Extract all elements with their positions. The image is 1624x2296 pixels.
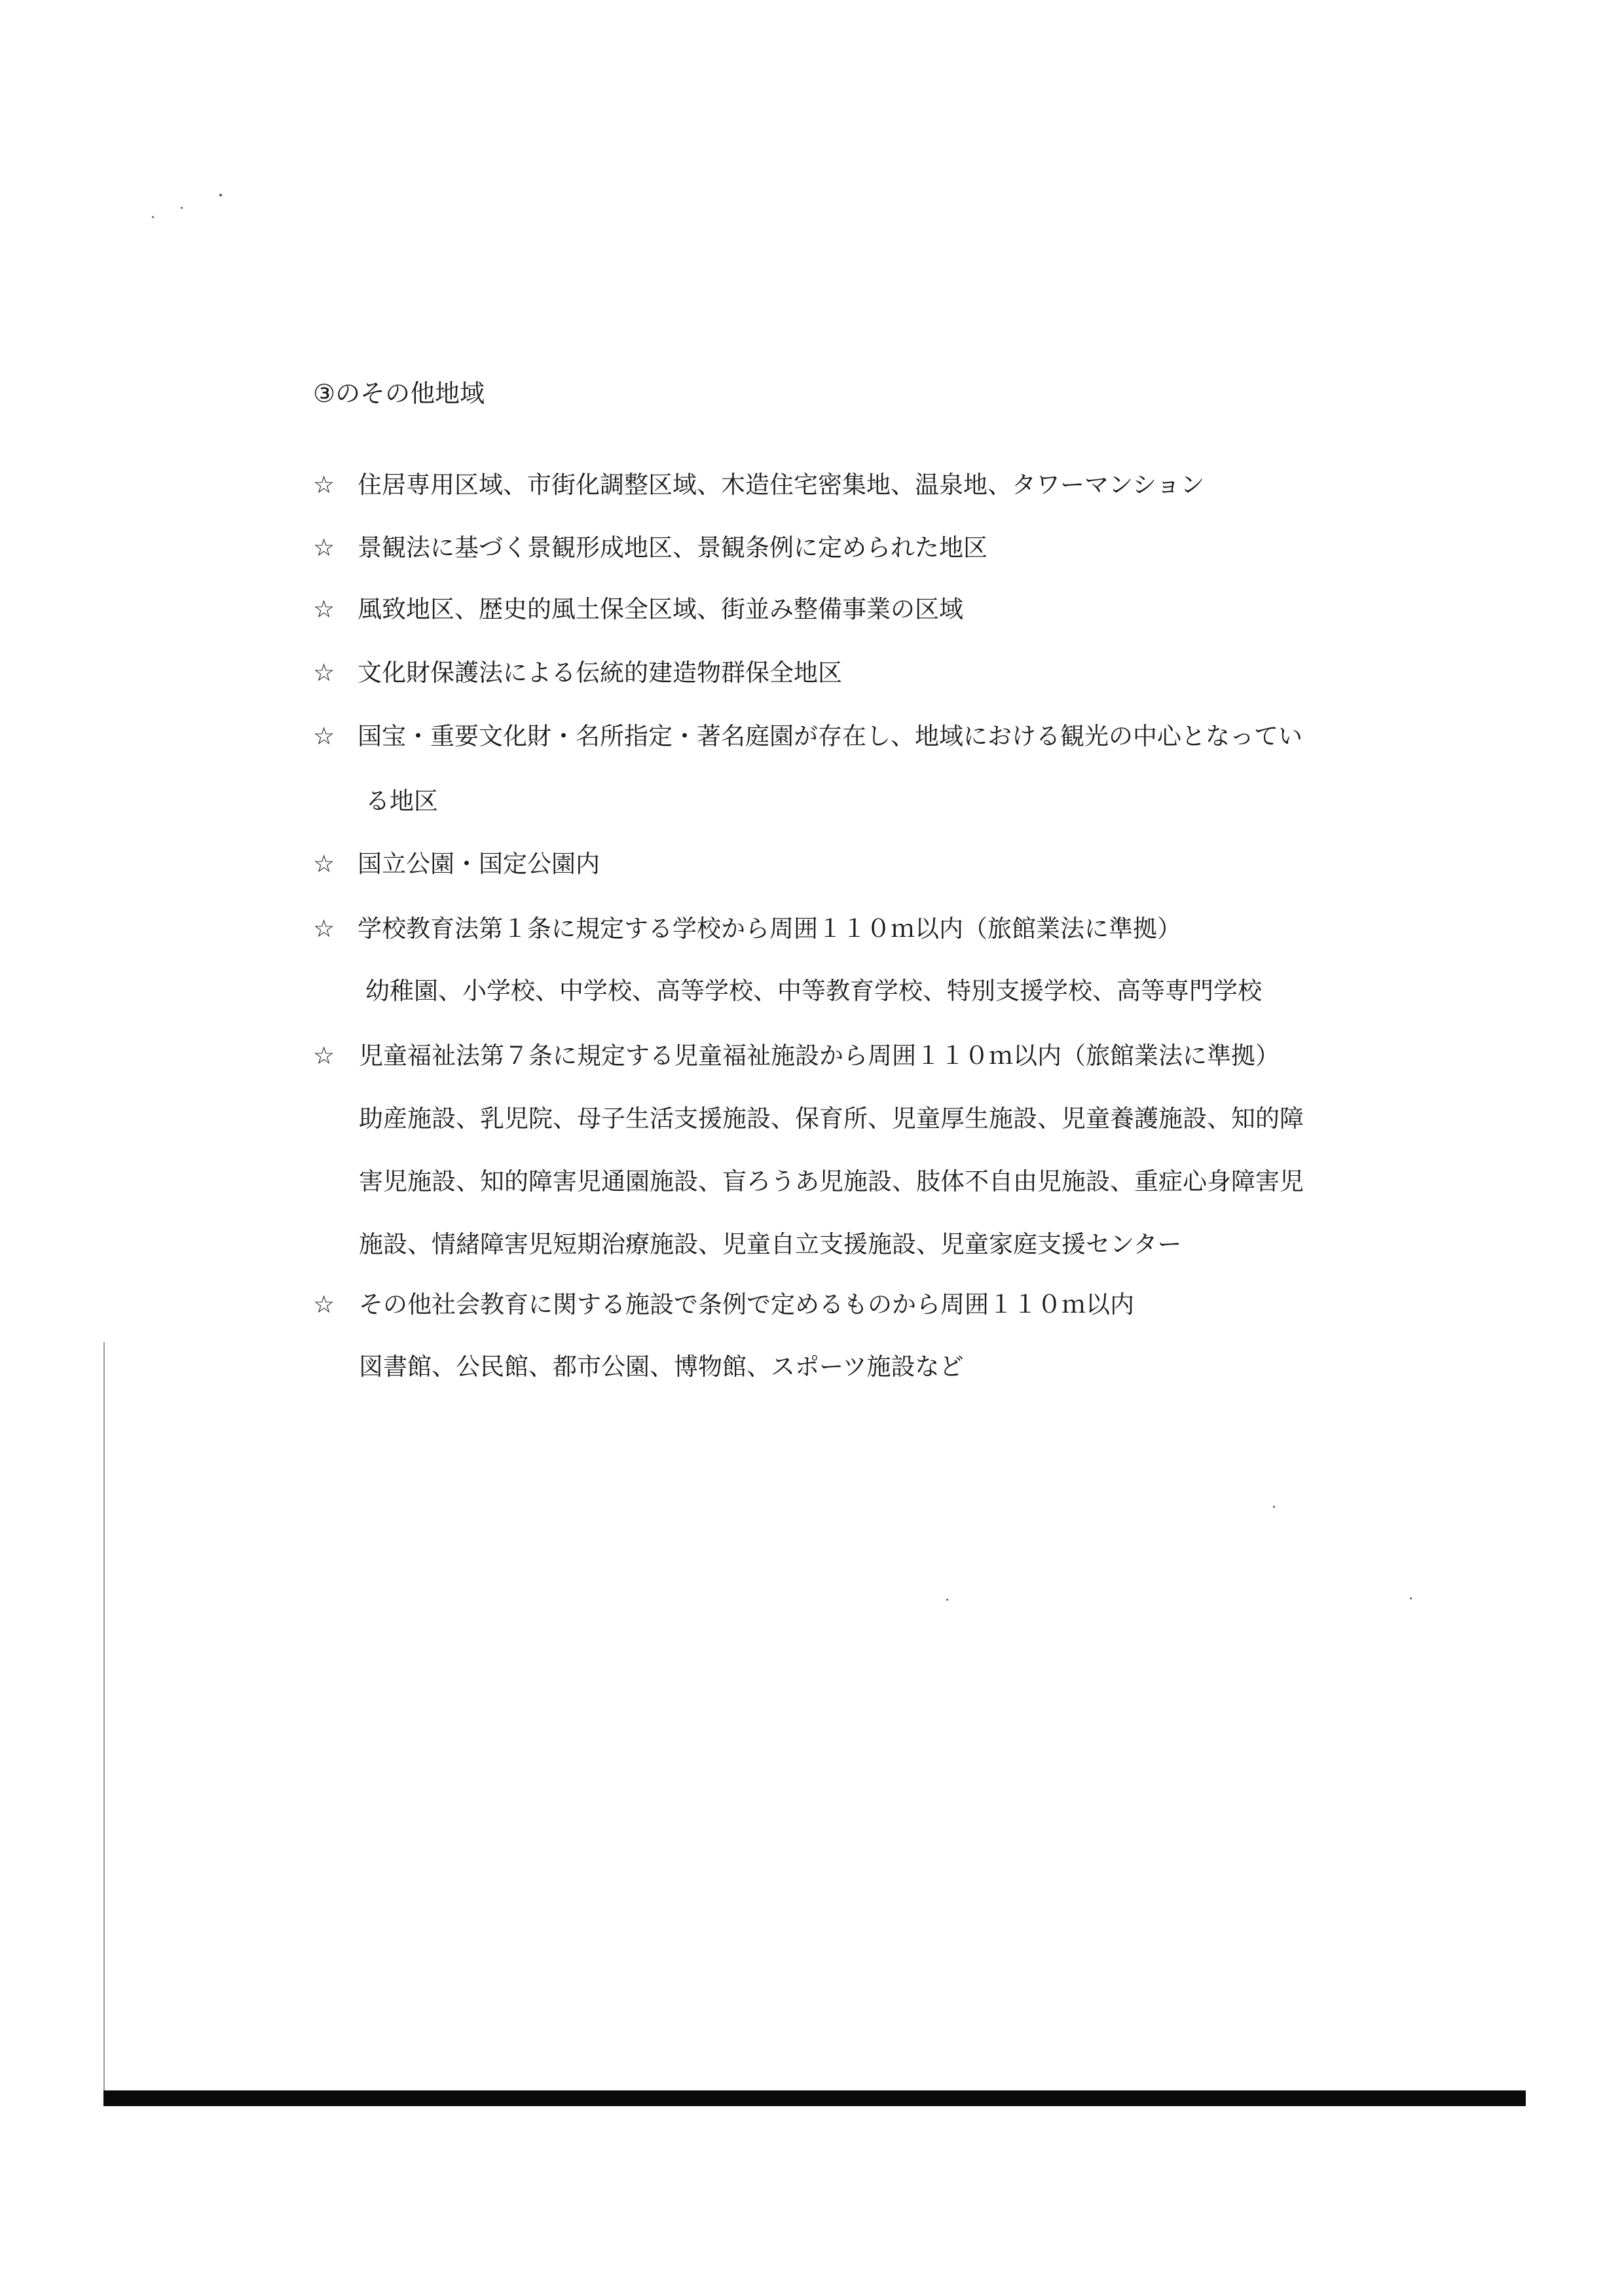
scan-speck xyxy=(1273,1506,1275,1508)
page-bottom-bar xyxy=(103,2090,1526,2106)
star-icon: ☆ xyxy=(313,722,335,750)
star-icon: ☆ xyxy=(313,534,335,562)
page-left-edge-rule xyxy=(103,1342,105,2092)
scan-speck xyxy=(1410,1597,1412,1599)
list-item xyxy=(313,1288,1134,1322)
list-item-detail: 施設、情緒障害児短期治療施設、児童自立支援施設、児童家庭支援センター xyxy=(359,1230,1182,1258)
list-item-continuation: る地区 xyxy=(365,787,438,815)
list-item xyxy=(313,1039,1280,1073)
list-item xyxy=(313,847,600,881)
star-icon: ☆ xyxy=(313,850,335,878)
list-item xyxy=(313,720,1302,754)
list-item-detail: 助産施設、乳児院、母子生活支援施設、保育所、児童厚生施設、児童養護施設、知的障 xyxy=(359,1104,1304,1133)
list-item-detail: 幼稚園、小学校、中学校、高等学校、中等教育学校、特別支援学校、高等専門学校 xyxy=(365,977,1262,1005)
list-item-text: 景観法に基づく景観形成地区、景観条例に定められた地区 xyxy=(358,534,987,562)
list-item-text: 国宝・重要文化財・名所指定・著名庭園が存在し、地域における観光の中心となってい xyxy=(358,722,1302,750)
star-icon: ☆ xyxy=(313,1042,335,1070)
star-icon: ☆ xyxy=(313,1290,335,1319)
list-item-detail: 害児施設、知的障害児通園施設、盲ろうあ児施設、肢体不自由児施設、重症心身障害児 xyxy=(359,1167,1304,1195)
list-item-text: 風致地区、歴史的風土保全区域、街並み整備事業の区域 xyxy=(358,595,963,623)
list-item-detail: 図書館、公民館、都市公園、博物館、スポーツ施設など xyxy=(359,1353,964,1381)
list-item-text: 住居専用区域、市街化調整区域、木造住宅密集地、温泉地、タワーマンション xyxy=(358,471,1205,499)
scan-speck xyxy=(946,1599,948,1601)
list-item-text: 児童福祉法第７条に規定する児童福祉施設から周囲１１０ｍ以内（旅館業法に準拠） xyxy=(359,1042,1280,1070)
list-item xyxy=(313,912,1181,946)
scan-speck xyxy=(152,216,154,218)
list-item xyxy=(313,656,842,690)
scan-speck xyxy=(219,194,222,196)
list-item-text: 学校教育法第１条に規定する学校から周囲１１０ｍ以内（旅館業法に準拠） xyxy=(358,915,1181,943)
star-icon: ☆ xyxy=(313,471,335,499)
list-item xyxy=(313,531,987,565)
list-item xyxy=(313,468,1204,502)
star-icon: ☆ xyxy=(313,595,335,623)
scan-speck xyxy=(181,207,183,209)
section-heading: ③のその他地域 xyxy=(313,379,485,408)
star-icon: ☆ xyxy=(313,659,335,687)
star-icon: ☆ xyxy=(313,915,335,943)
list-item-text: その他社会教育に関する施設で条例で定めるものから周囲１１０ｍ以内 xyxy=(359,1290,1134,1319)
list-item-text: 国立公園・国定公園内 xyxy=(358,850,600,878)
list-item xyxy=(313,592,963,627)
list-item-text: 文化財保護法による伝統的建造物群保全地区 xyxy=(358,659,842,687)
